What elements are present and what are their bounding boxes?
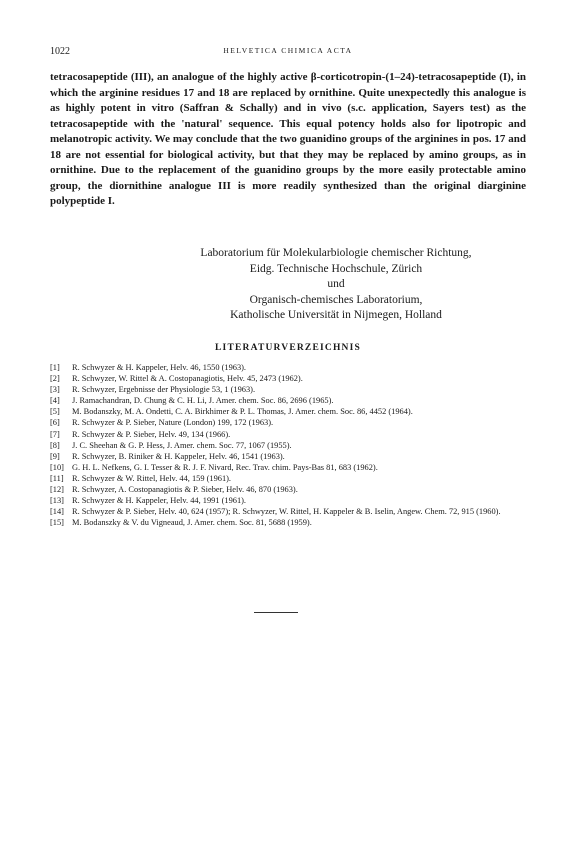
affiliation-line: Eidg. Technische Hochschule, Zürich bbox=[249, 262, 423, 275]
reference-text: M. Bodanszky & V. du Vigneaud, J. Amer. chem. Soc. 81, 5688 (1959). bbox=[72, 518, 312, 528]
affiliation-block bbox=[186, 246, 486, 324]
reference-text: R. Schwyzer, Ergebnisse der Physiologie 53, 1 (1963). bbox=[72, 385, 256, 395]
reference-number: [3] bbox=[50, 385, 60, 395]
page-number: 1022 bbox=[50, 46, 70, 57]
reference-number: [9] bbox=[50, 451, 60, 461]
reference-item bbox=[50, 451, 530, 462]
affiliation-line: Organisch-chemisches Laboratorium, bbox=[249, 293, 423, 306]
reference-text: G. H. L. Nefkens, G. I. Tesser & R. J. F. Nivard, Rec. Trav. chim. Pays-Bas 81, 683 (1962). bbox=[72, 462, 378, 472]
reference-item bbox=[50, 406, 530, 417]
reference-item bbox=[50, 473, 530, 484]
affiliation-line: und bbox=[327, 278, 345, 290]
affiliation-line: Katholische Universität in Nijmegen, Holland bbox=[230, 309, 442, 321]
page-header bbox=[50, 46, 526, 60]
reference-text: R. Schwyzer & H. Kappeler, Helv. 44, 1991 (1961). bbox=[72, 496, 247, 506]
reference-item bbox=[50, 440, 530, 451]
reference-text: R. Schwyzer, A. Costopanagiotis & P. Sieber, Helv. 46, 870 (1963). bbox=[72, 485, 298, 495]
reference-text: R. Schwyzer, W. Rittel & A. Costopanagiotis, Helv. 45, 2473 (1962). bbox=[72, 374, 303, 384]
reference-item bbox=[50, 395, 530, 406]
reference-number: [13] bbox=[50, 496, 64, 506]
reference-number: [2] bbox=[50, 374, 60, 384]
reference-item bbox=[50, 373, 530, 384]
end-divider bbox=[254, 612, 298, 613]
reference-number: [4] bbox=[50, 396, 60, 406]
reference-text: M. Bodanszky, M. A. Ondetti, C. A. Birkhimer & P. L. Thomas, J. Amer. chem. Soc. 86, 4452 (1964). bbox=[72, 407, 413, 417]
reference-text: R. Schwyzer & P. Sieber, Nature (London) 199, 172 (1963). bbox=[72, 418, 274, 428]
reference-number: [7] bbox=[50, 429, 60, 439]
reference-number: [14] bbox=[50, 507, 64, 517]
reference-list bbox=[50, 362, 530, 528]
reference-item bbox=[50, 506, 530, 517]
affiliation-line: Laboratorium für Molekularbiologie chemischer Richtung, bbox=[200, 247, 472, 259]
reference-text: J. Ramachandran, D. Chung & C. H. Li, J. Amer. chem. Soc. 86, 2696 (1965). bbox=[72, 396, 334, 406]
reference-item bbox=[50, 484, 530, 495]
reference-number: [11] bbox=[50, 473, 64, 483]
reference-item bbox=[50, 384, 530, 395]
reference-item bbox=[50, 495, 530, 506]
references-heading: LITERATURVERZEICHNIS bbox=[215, 343, 361, 353]
reference-item bbox=[50, 417, 530, 428]
reference-text: R. Schwyzer & H. Kappeler, Helv. 46, 1550 (1963). bbox=[72, 363, 247, 372]
reference-number: [6] bbox=[50, 418, 60, 428]
reference-text: J. C. Sheehan & G. P. Hess, J. Amer. chem. Soc. 77, 1067 (1955). bbox=[72, 440, 292, 450]
body-paragraph: tetracosapeptide (III), an analogue of the highly active β-corticotropin-(1–24)-tetracosapeptide (I), in which the arginine residues 17 and 18 are replaced by ornithine. Quite unexpectedly this analogue is as highly potent in vitro (Saffran & Schally) and in vivo (s.c. application, Sayers test) as the tetracosapeptide with the 'natural' sequence. This equal potency holds also for lipotropic and melanotropic activity. We may conclude that the two guanidino groups of the arginines in pos. 17 and 18 are not essential for biological activity, but that they may be replaced by amino groups, as in ornithine. Due to the replacement of the guanidino groups by the more easily protectable amino group, the diornithine analogue III is more readily synthesized than the original diarginine polypeptide I. bbox=[50, 71, 526, 207]
reference-text: R. Schwyzer & P. Sieber, Helv. 49, 134 (1966). bbox=[72, 429, 231, 439]
reference-text: R. Schwyzer, B. Riniker & H. Kappeler, Helv. 46, 1541 (1963). bbox=[72, 451, 285, 461]
reference-text: R. Schwyzer & P. Sieber, Helv. 40, 624 (1957); R. Schwyzer, W. Rittel, H. Kappeler & B. Iselin, Angew. Chem. 72, 915 (1960). bbox=[72, 507, 501, 517]
reference-number: [1] bbox=[50, 363, 60, 372]
reference-number: [5] bbox=[50, 407, 60, 417]
reference-item bbox=[50, 362, 530, 373]
reference-number: [15] bbox=[50, 518, 64, 528]
reference-number: [10] bbox=[50, 462, 64, 472]
journal-title: HELVETICA CHIMICA ACTA bbox=[223, 46, 353, 55]
reference-item bbox=[50, 462, 530, 473]
reference-item bbox=[50, 429, 530, 440]
reference-text: R. Schwyzer & W. Rittel, Helv. 44, 159 (1961). bbox=[72, 473, 232, 483]
reference-item bbox=[50, 517, 530, 528]
reference-number: [12] bbox=[50, 485, 64, 495]
reference-number: [8] bbox=[50, 440, 60, 450]
